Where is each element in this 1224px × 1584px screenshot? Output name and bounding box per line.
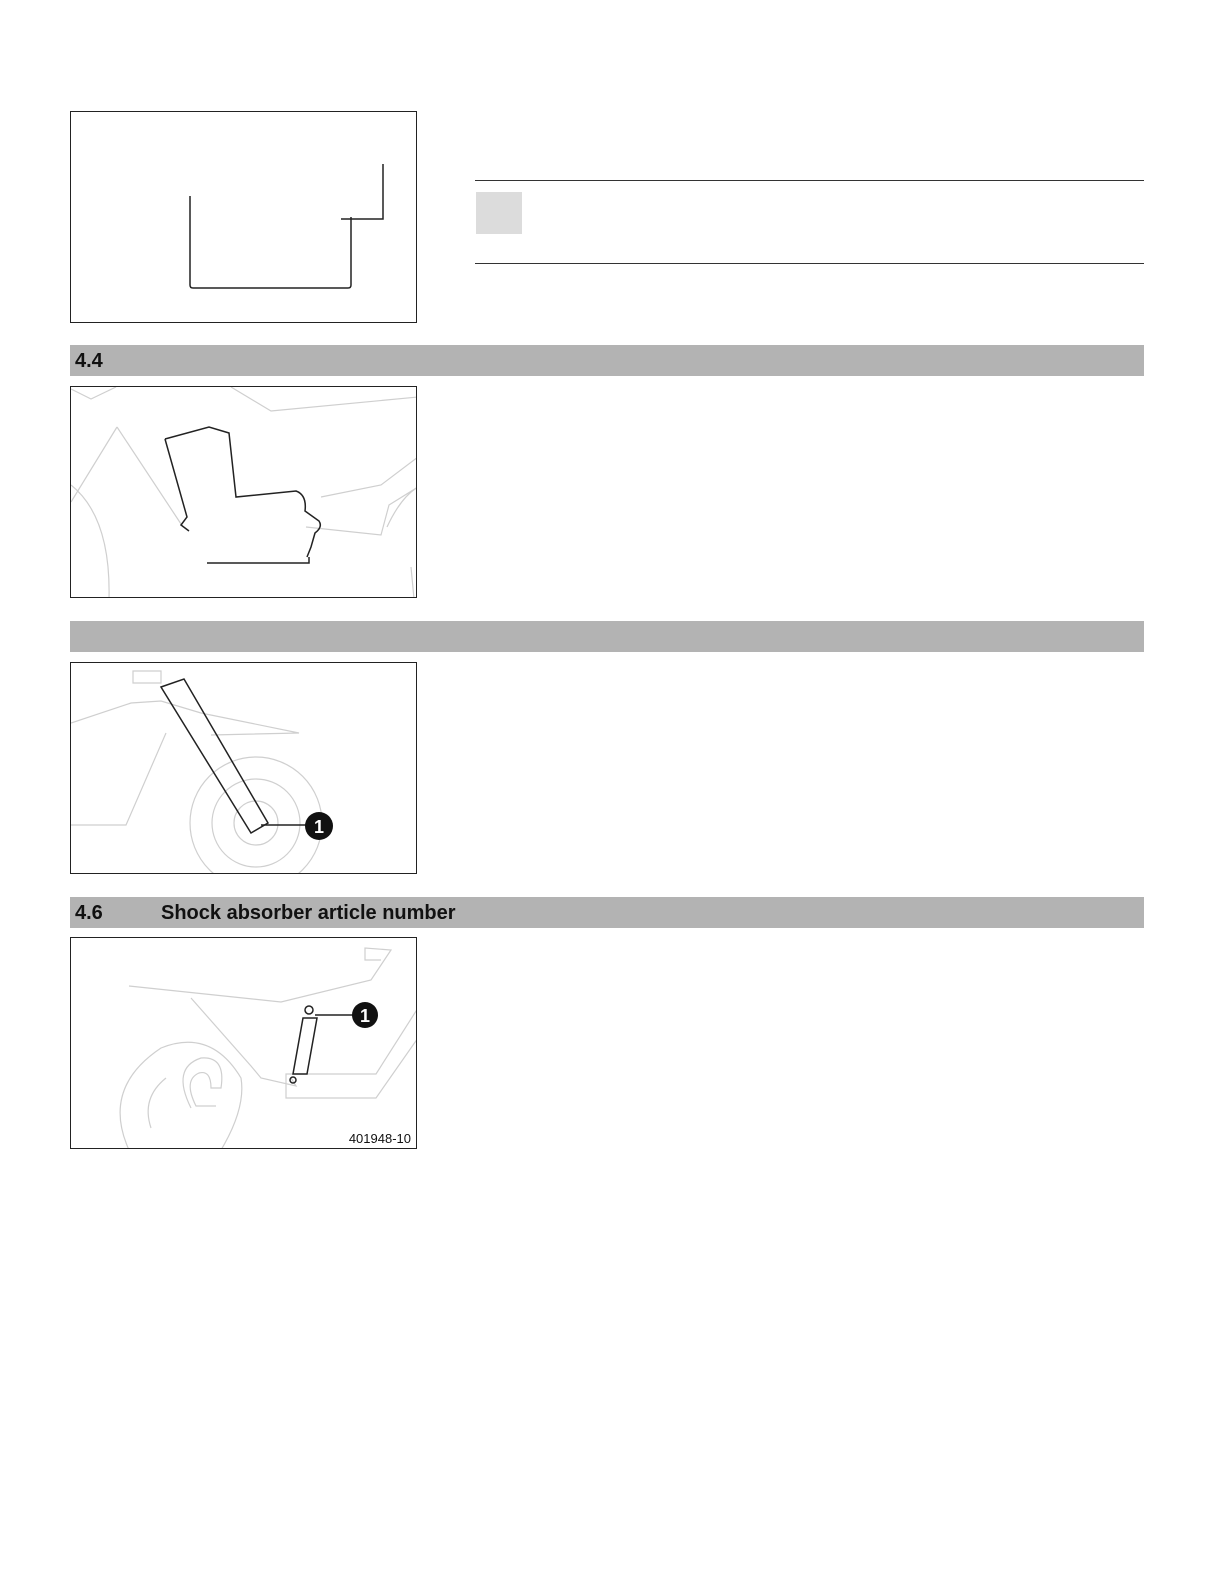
callout-marker-text: 1 bbox=[359, 1006, 371, 1026]
type-label-icon bbox=[71, 112, 417, 323]
shock-absorber-icon bbox=[71, 938, 417, 1149]
section-heading-4-5 bbox=[70, 621, 1144, 652]
note-top-rule bbox=[475, 180, 1144, 181]
section-heading-4-6 bbox=[70, 897, 1144, 928]
fork-figure bbox=[70, 662, 417, 874]
figure-code: 401948-10 bbox=[348, 1131, 411, 1146]
note-bottom-rule bbox=[475, 263, 1144, 264]
seat-icon bbox=[71, 387, 417, 598]
seat-figure bbox=[70, 386, 417, 598]
shock-absorber-figure bbox=[70, 937, 417, 1149]
section-heading-4-4 bbox=[70, 345, 1144, 376]
type-label-figure bbox=[70, 111, 417, 323]
callout-marker-text: 1 bbox=[313, 817, 325, 837]
fork-icon bbox=[71, 663, 417, 874]
section-number: 4.4 bbox=[75, 350, 103, 372]
section-title: Shock absorber article number bbox=[161, 902, 456, 924]
info-icon bbox=[476, 192, 522, 234]
section-number: 4.6 bbox=[75, 902, 103, 924]
